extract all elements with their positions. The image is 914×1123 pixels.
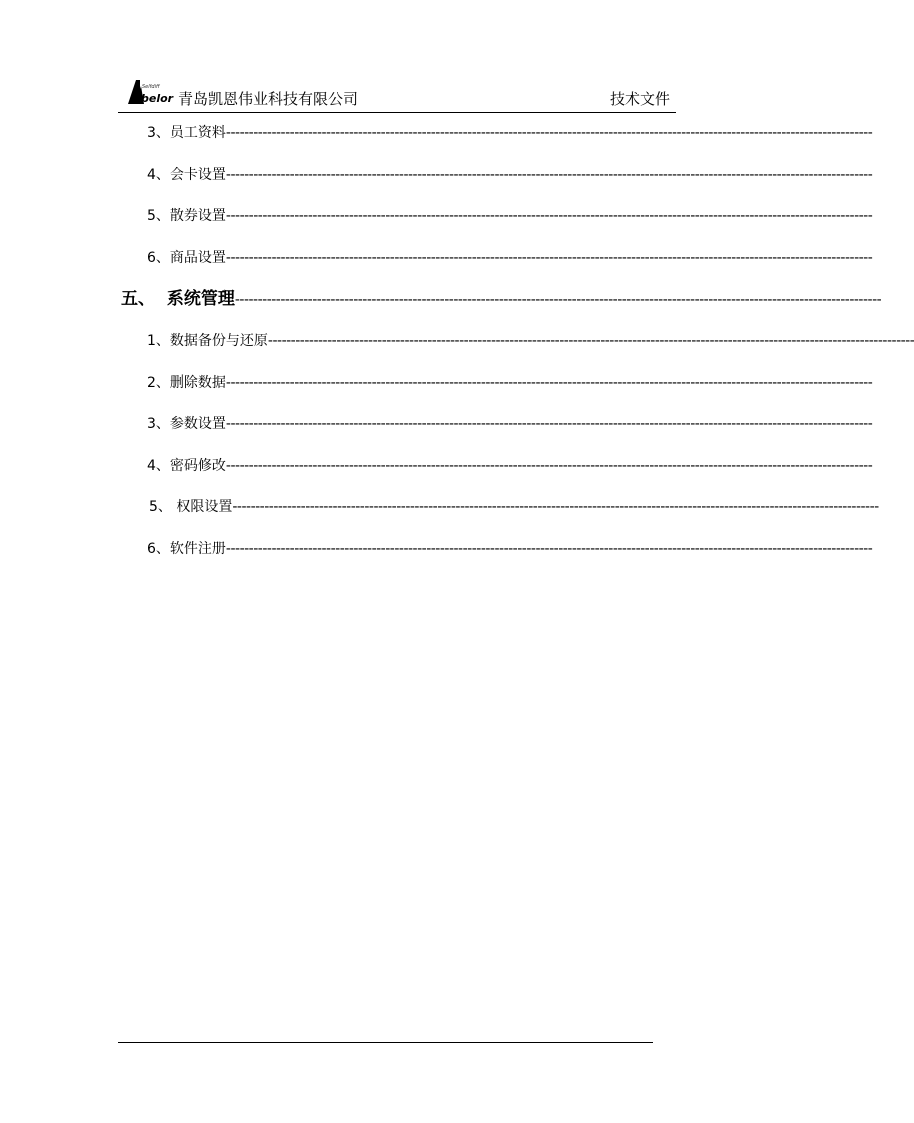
toc-item[interactable]: 4、会卡设置---------------------------------------------------------------------------------------------------------------------------------------------- — [147, 167, 873, 183]
toc-item[interactable]: 5、 权限设置---------------------------------------------------------------------------------------------------------------------------------------------- — [149, 499, 879, 515]
company-name: 青岛凯恩伟业科技有限公司 — [178, 90, 359, 108]
page-header — [118, 68, 676, 113]
toc-item[interactable]: 5、散券设置---------------------------------------------------------------------------------------------------------------------------------------------- — [147, 208, 873, 224]
toc-item[interactable]: 6、商品设置---------------------------------------------------------------------------------------------------------------------------------------------- — [147, 250, 873, 266]
company-logo — [126, 76, 182, 106]
document-type: 技术文件 — [609, 90, 670, 108]
footer-divider — [118, 1042, 653, 1043]
svg-text:Selfdiff: Selfdiff — [142, 84, 160, 90]
toc-item[interactable]: 3、参数设置---------------------------------------------------------------------------------------------------------------------------------------------- — [147, 416, 873, 432]
toc-item[interactable]: 2、删除数据---------------------------------------------------------------------------------------------------------------------------------------------- — [147, 375, 873, 391]
toc-item[interactable]: 6、软件注册---------------------------------------------------------------------------------------------------------------------------------------------- — [147, 541, 873, 557]
svg-text:belor: belor — [141, 92, 174, 105]
toc-item[interactable]: 1、数据备份与还原---------------------------------------------------------------------------------------------------------------------------------------------- — [147, 333, 914, 349]
toc-item[interactable]: 4、密码修改---------------------------------------------------------------------------------------------------------------------------------------------- — [147, 458, 873, 474]
toc-item[interactable]: 3、员工资料---------------------------------------------------------------------------------------------------------------------------------------------- — [147, 125, 873, 141]
toc-section-heading[interactable]: 五、 系统管理---------------------------------------------------------------------------------------------------------------------------------------------- — [121, 289, 882, 309]
